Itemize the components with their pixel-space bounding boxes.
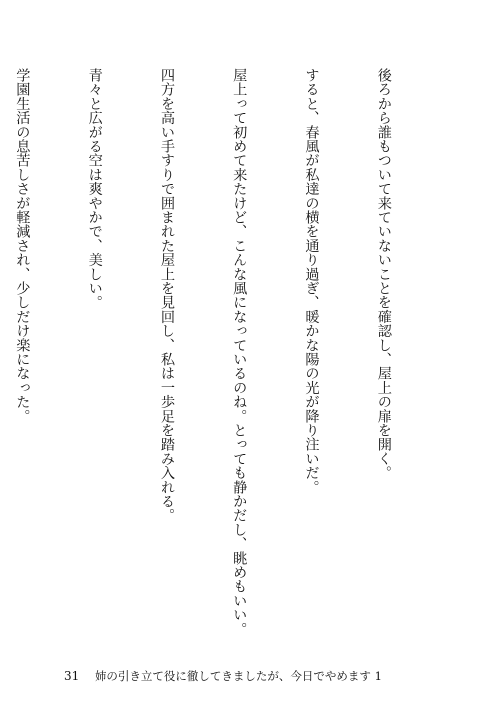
book-title: 姉の引き立て役に徹してきましたが、今日でやめます 1 xyxy=(94,669,382,683)
text-line: 後ろから誰もついて来ていないことを確認し、屋上の扉を開く。 xyxy=(375,68,392,480)
text-line: 四方を高い手すりで囲まれた屋上を見回し、私は一歩足を踏み入れる。 xyxy=(158,68,175,523)
text-line: 屋上って初めて来たけど、こんな風になっているのね。とっても静かだし、眺めもいい。 xyxy=(231,68,248,636)
text-line: 学園生活の息苦しさが軽減され、少しだけ楽になった。 xyxy=(14,68,31,423)
page-number: 31 xyxy=(64,669,80,683)
vertical-text-block xyxy=(14,68,444,643)
page-footer xyxy=(64,669,382,683)
text-line: 青々と広がる空は爽やかで、美しい。 xyxy=(86,68,103,310)
text-line: すると、春風が私達の横を通り過ぎ、暖かな陽の光が降り注いだ。 xyxy=(303,68,320,494)
